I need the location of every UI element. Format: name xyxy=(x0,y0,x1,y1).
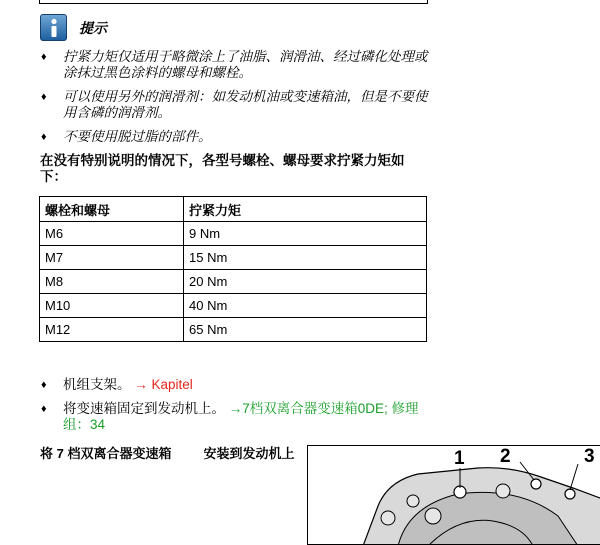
table-row xyxy=(40,318,427,342)
column-header: 拧紧力矩 xyxy=(184,197,427,222)
callout-2: 2 xyxy=(500,446,511,467)
bullet-icon: ♦ xyxy=(41,51,47,63)
note-list xyxy=(40,49,430,153)
bolt-size-cell: M10 xyxy=(40,294,184,318)
gearbox-illustration xyxy=(307,445,600,545)
bullet-icon: ♦ xyxy=(41,403,47,415)
top-frame xyxy=(39,0,428,4)
note-item: ♦ 拧紧力矩仅适用于略微涂上了油脂、润滑油、经过磷化处理或涂抹过黑色涂料的螺母和螺栓。 xyxy=(41,49,428,80)
kapitel-link[interactable]: → Kapitel xyxy=(134,377,193,392)
note-item: ♦ 可以使用另外的润滑剂：如发动机油或变速箱油，但是不要使用含磷的润滑剂。 xyxy=(41,89,428,120)
action-text: 将变速箱固定到发动机上。 xyxy=(63,401,225,416)
torque-cell: 40 Nm xyxy=(184,294,427,318)
torque-cell: 65 Nm xyxy=(184,318,427,342)
note-item: ♦ 不要使用脱过脂的部件。 xyxy=(41,129,212,144)
table-row xyxy=(40,294,427,318)
note-title: 提示 xyxy=(79,19,107,36)
install-section-title: 将 7 档双离合器变速箱 安装到发动机上 xyxy=(40,446,295,461)
torque-heading: 在没有特别说明的情况下，各型号螺栓、螺母要求拧紧力矩如下： xyxy=(40,153,405,184)
info-icon xyxy=(40,14,67,41)
table-row xyxy=(40,222,427,246)
table-row xyxy=(40,246,427,270)
action-text: 机组支架。 xyxy=(63,377,131,392)
action-list xyxy=(40,377,430,441)
bolt-size-cell: M7 xyxy=(40,246,184,270)
torque-cell: 20 Nm xyxy=(184,270,427,294)
gearbox-repair-link[interactable]: →7档双离合器变速箱0DE; 修理组：34 xyxy=(63,401,419,432)
torque-cell: 15 Nm xyxy=(184,246,427,270)
callout-3: 3 xyxy=(584,446,595,467)
bullet-icon: ♦ xyxy=(41,379,47,391)
note-header xyxy=(40,14,107,41)
action-item xyxy=(40,377,430,393)
callout-1: 1 xyxy=(454,448,465,469)
action-item xyxy=(40,401,430,433)
bolt-size-cell: M6 xyxy=(40,222,184,246)
table-header-row xyxy=(40,197,427,222)
torque-table xyxy=(39,196,427,342)
table-row xyxy=(40,270,427,294)
column-header: 螺栓和螺母 xyxy=(40,197,184,222)
bullet-icon: ♦ xyxy=(41,131,47,143)
bolt-size-cell: M12 xyxy=(40,318,184,342)
bullet-icon: ♦ xyxy=(41,91,47,103)
bolt-size-cell: M8 xyxy=(40,270,184,294)
torque-cell: 9 Nm xyxy=(184,222,427,246)
